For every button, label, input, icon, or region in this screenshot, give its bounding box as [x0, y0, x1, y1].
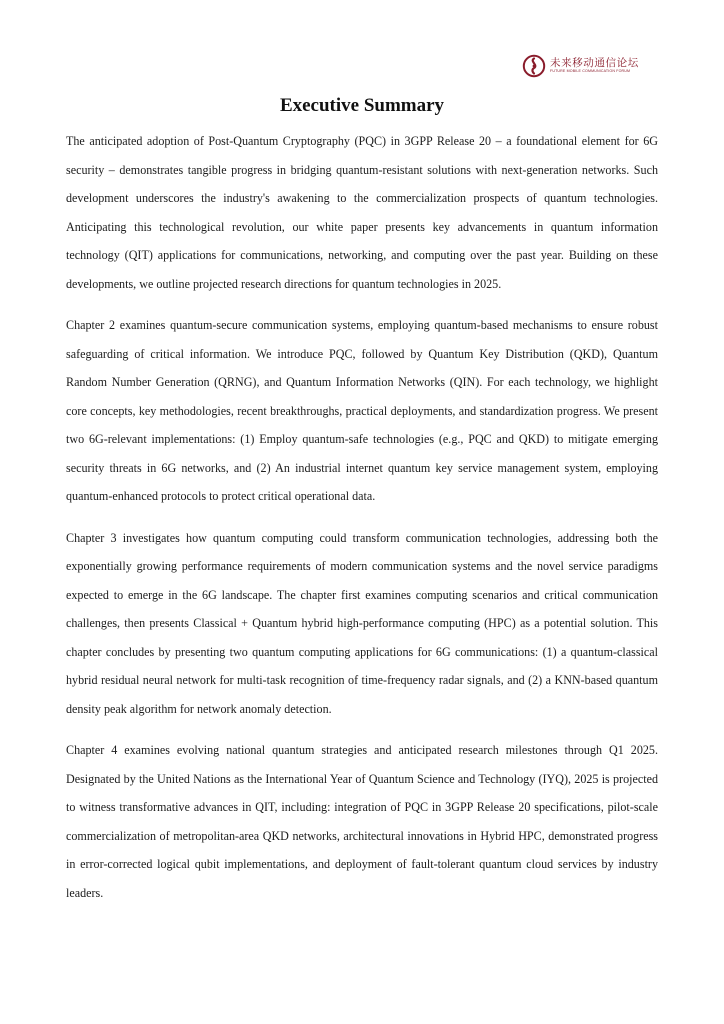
paragraph-chapter-3: Chapter 3 investigates how quantum computing could transform communication technologies, addressing both the exponentially growing performance requirements of modern communication systems and the novel service paradigms expected to emerge in the 6G landscape. The chapter first examines computing scenarios and critical communication challenges, then presents Classical + Quantum hybrid high-performance computing (HPC) as a potential solution. This chapter concludes by presenting two quantum computing applications for 6G communications: (1) a quantum-classical hybrid residual neural network for multi-task recognition of time-frequency radar signals, and (2) a KNN-based quantum density peak algorithm for network anomaly detection. [66, 530, 658, 716]
document-body [66, 127, 658, 920]
forum-logo-icon [522, 54, 546, 78]
forum-logo-cn: 未来移动通信论坛 [550, 56, 639, 69]
paragraph-intro: The anticipated adoption of Post-Quantum Cryptography (PQC) in 3GPP Release 20 – a foundational element for 6G security – demonstrates tangible progress in bridging quantum-resistant solutions with next-generation networks. Such development underscores the industry's awakening to the commercialization prospects of quantum technologies. Anticipating this technological revolution, our white paper presents key advancements in quantum information technology (QIT) applications for communications, networking, and computing over the past year. Building on these developments, we outline projected research directions for quantum technologies in 2025. [66, 134, 658, 291]
forum-logo-en: FUTURE MOBILE COMMUNICATION FORUM [550, 69, 631, 74]
page-title: Executive Summary [279, 95, 445, 116]
paragraph-chapter-2: Chapter 2 examines quantum-secure communication systems, employing quantum-based mechanisms to ensure robust safeguarding of critical information. We introduce PQC, followed by Quantum Key Distribution (QKD), Quantum Random Number Generation (QRNG), and Quantum Information Networks (QIN). For each technology, we highlight core concepts, key methodologies, recent breakthroughs, practical deployments, and standardization progress. We present two 6G-relevant implementations: (1) Employ quantum-safe technologies (e.g., PQC and QKD) to mitigate emerging security threats in 6G networks, and (2) An industrial internet quantum key service management system, employing quantum-enhanced protocols to protect critical operational data. [66, 318, 658, 503]
forum-logo-text [550, 58, 639, 74]
paragraph-chapter-4: Chapter 4 examines evolving national quantum strategies and anticipated research milestones through Q1 2025. Designated by the United Nations as the International Year of Quantum Science and Technology (IYQ), 2025 is projected to witness transformative advances in QIT, including: integration of PQC in 3GPP Release 20 specifications, pilot-scale commercialization of metropolitan-area QKD networks, architectural innovations in Hybrid HPC, demonstrated progress in error-corrected logical qubit implementations, and deployment of fault-tolerant quantum cloud services by industry leaders. [66, 743, 658, 900]
forum-logo [522, 52, 652, 80]
